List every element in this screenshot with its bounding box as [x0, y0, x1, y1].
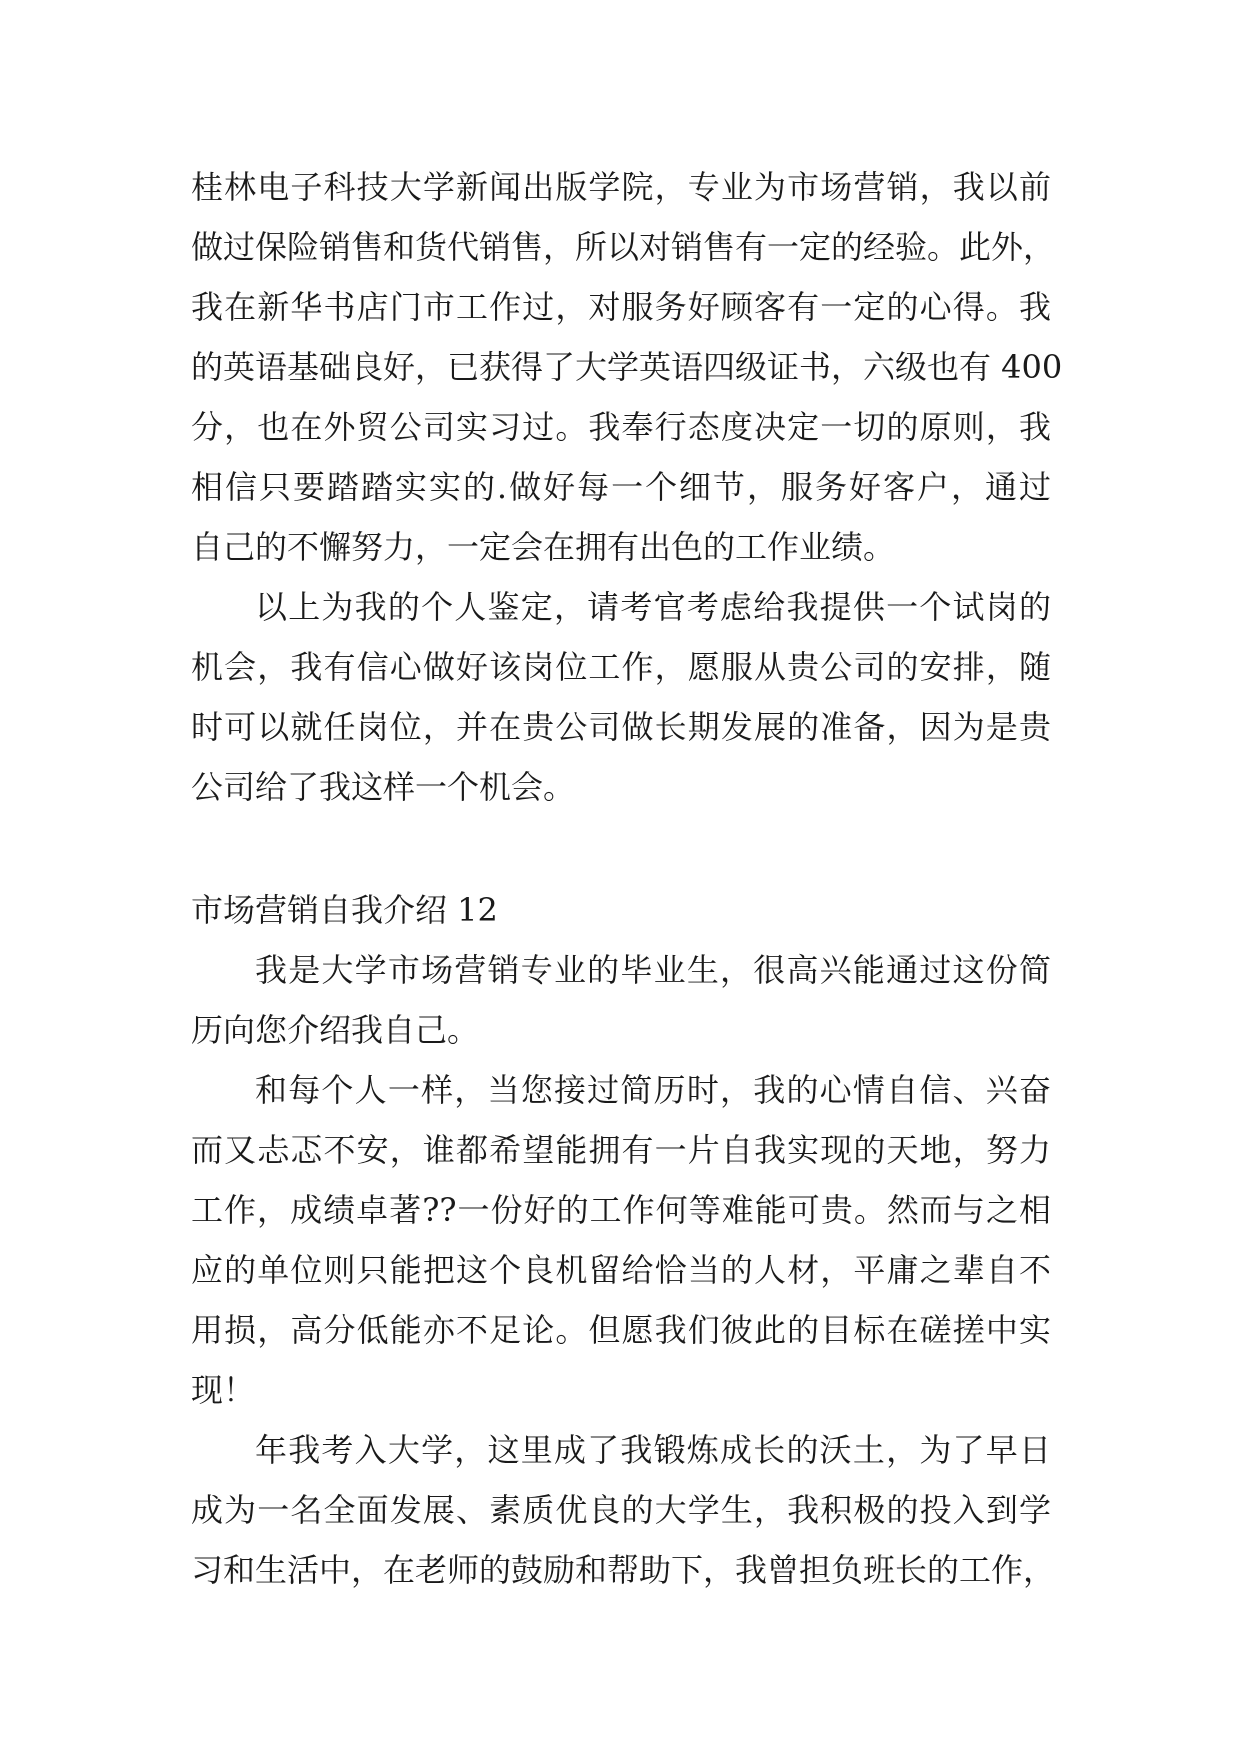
text-line: 我在新华书店门市工作过，对服务好顾客有一定的心得。我	[191, 288, 1051, 326]
text-line: 应的单位则只能把这个良机留给恰当的人材，平庸之辈自不	[191, 1251, 1051, 1289]
text-line: 分，也在外贸公司实习过。我奉行态度决定一切的原则，我	[191, 408, 1051, 446]
text-line: 的英语基础良好，已获得了大学英语四级证书，六级也有 400	[191, 348, 1063, 386]
section-heading: 市场营销自我介绍 12	[191, 891, 498, 929]
text-line: 机会，我有信心做好该岗位工作，愿服从贵公司的安排，随	[191, 648, 1051, 686]
text-line: 桂林电子科技大学新闻出版学院，专业为市场营销，我以前	[191, 168, 1051, 206]
text-line: 相信只要踏踏实实的.做好每一个细节，服务好客户，通过	[191, 468, 1051, 506]
text-line: 以上为我的个人鉴定，请考官考虑给我提供一个试岗的	[255, 588, 1051, 626]
text-line: 和每个人一样，当您接过简历时，我的心情自信、兴奋	[255, 1071, 1051, 1109]
text-line: 现！	[191, 1371, 256, 1409]
text-line: 而又忐忑不安，谁都希望能拥有一片自我实现的天地，努力	[191, 1131, 1051, 1169]
text-line: 历向您介绍我自己。	[191, 1011, 480, 1049]
text-line: 成为一名全面发展、素质优良的大学生，我积极的投入到学	[191, 1491, 1051, 1529]
text-line: 公司给了我这样一个机会。	[191, 768, 576, 806]
text-line: 年我考入大学，这里成了我锻炼成长的沃土，为了早日	[255, 1431, 1051, 1469]
text-line: 习和生活中，在老师的鼓励和帮助下，我曾担负班长的工作，	[191, 1551, 1056, 1589]
text-line: 自己的不懈努力，一定会在拥有出色的工作业绩。	[191, 528, 896, 566]
text-line: 我是大学市场营销专业的毕业生，很高兴能通过这份简	[255, 951, 1051, 989]
text-line: 用损，高分低能亦不足论。但愿我们彼此的目标在磋搓中实	[191, 1311, 1051, 1349]
text-line: 工作，成绩卓著??一份好的工作何等难能可贵。然而与之相	[191, 1191, 1051, 1229]
text-line: 时可以就任岗位，并在贵公司做长期发展的准备，因为是贵	[191, 708, 1051, 746]
text-line: 做过保险销售和货代销售，所以对销售有一定的经验。此外，	[191, 228, 1056, 266]
